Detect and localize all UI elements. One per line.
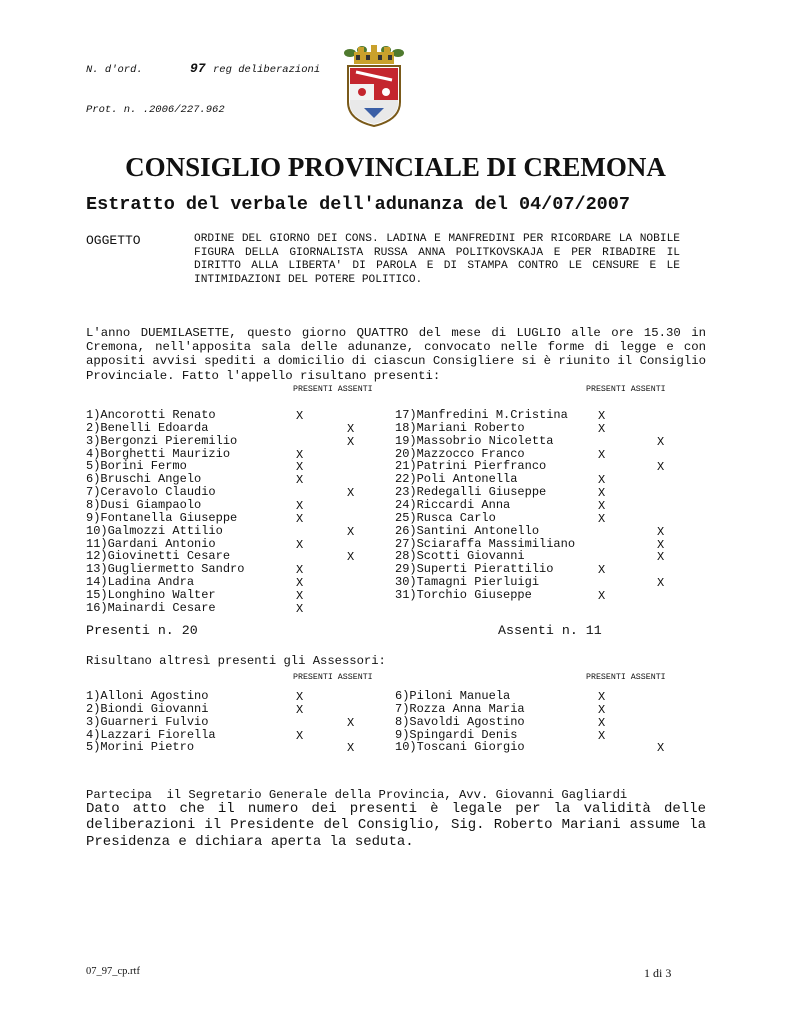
attendance-row: 2)Benelli Edoarda [86,420,209,435]
presente-mark: X [598,447,606,462]
attendance-row: 5)Borini Fermo [86,459,187,474]
presenti-total: Presenti n. 20 [86,623,198,638]
presente-mark: X [598,728,606,743]
attendance-row: 31)Torchio Giuseppe [395,587,532,602]
attendance-row: 25)Rusca Carlo [395,510,496,525]
attendance-row: 11)Gardani Antonio [86,536,216,551]
protocol-number: Prot. n. .2006/227.962 [86,104,225,116]
presente-mark: X [598,511,606,526]
assente-mark: X [347,741,355,756]
assente-mark: X [657,576,665,591]
partecipa-line: Partecipa il Segretario Generale della Provincia, Avv. Giovanni Gagliardi [86,788,628,802]
column-header-right: PRESENTI ASSENTI [586,385,666,394]
assenti-total: Assenti n. 11 [498,623,602,638]
attendance-row: 5)Morini Pietro [86,740,195,755]
presente-mark: X [296,690,304,704]
attendance-row: 18)Mariani Roberto [395,420,525,435]
attendance-row: 3)Guarneri Fulvio [86,714,209,729]
assente-mark: X [657,550,665,565]
assente-mark: X [347,486,355,501]
presente-mark: X [296,537,304,552]
assessori-column-header-left: PRESENTI ASSENTI [293,673,373,682]
attendance-row: 12)Giovinetti Cesare [86,549,231,564]
attendance-row: 10)Galmozzi Attilio [86,523,223,538]
presente-mark: X [598,690,606,704]
attendance-row: 24)Riccardi Anna [395,497,511,512]
oggetto-text: ORDINE DEL GIORNO DEI CONS. LADINA E MANFREDINI PER RICORDARE LA NOBILE FIGURA DELLA GIORNALISTA RUSSA ANNA POLITKOVSKAJA E PER RIBADIRE IL DIRITTO ALLA LIBERTA' DI PAROLA E DI STAMPA CONTRO LE CENSURE E LE INTIMIDAZIONI DEL POTERE POLITICO. [194,233,680,286]
attendance-row: 9)Spingardi Denis [395,727,518,742]
attendance-row: 8)Savoldi Agostino [395,714,525,729]
attendance-row: 1)Ancorotti Renato [86,408,216,422]
n-ord-value: 97 [190,61,206,76]
presente-mark: X [598,421,606,436]
assente-mark: X [347,421,355,436]
attendance-row: 15)Longhino Walter [86,587,216,602]
attendance-row: 20)Mazzocco Franco [395,446,525,461]
attendance-row: 23)Redegalli Giuseppe [395,485,547,500]
attendance-row: 27)Sciaraffa Massimiliano [395,536,576,551]
presente-mark: X [296,498,304,513]
presente-mark: X [296,409,304,423]
assente-mark: X [657,524,665,539]
assessori-intro: Risultano altresì presenti gli Assessori: [86,654,386,668]
presente-mark: X [296,728,304,743]
n-ord-label: N. d'ord. [86,64,143,76]
presente-mark: X [296,576,304,591]
assente-mark: X [347,715,355,730]
column-header-left: PRESENTI ASSENTI [293,385,373,394]
attendance-row: 4)Borghetti Maurizio [86,446,231,461]
presente-mark: X [296,563,304,578]
presente-mark: X [296,460,304,475]
assente-mark: X [657,434,665,449]
attendance-row: 30)Tamagni Pierluigi [395,575,540,590]
assente-mark: X [347,550,355,565]
attendance-row: 29)Superti Pierattilio [395,562,554,577]
coat-of-arms-icon [340,44,408,128]
presente-mark: X [598,715,606,730]
attendance-row: 7)Ceravolo Claudio [86,485,216,500]
attendance-row: 6)Bruschi Angelo [86,472,202,487]
attendance-row: 3)Bergonzi Pieremilio [86,433,238,448]
assente-mark: X [657,741,665,756]
attendance-row: 26)Santini Antonello [395,523,540,538]
oggetto-label: OGGETTO [86,233,141,248]
intro-paragraph: L'anno DUEMILASETTE, questo giorno QUATTRO del mese di LUGLIO alle ore 15.30 in Cremona, nell'apposita sala delle adunanze, convocato nelle forme di legge e con appositi avvisi spediti a domicilio di ciascun Consigliere si è riunito il Consiglio Provinciale. Fatto l'appello risultano presenti: [86,326,706,383]
attendance-row: 22)Poli Antonella [395,472,518,487]
presente-mark: X [296,588,304,603]
presente-mark: X [598,486,606,501]
presente-mark: X [598,588,606,603]
presente-mark: X [598,498,606,513]
n-ord-suffix: reg deliberazioni [213,64,321,76]
footer-filename: 07_97_cp.rtf [86,966,140,977]
presente-mark: X [296,702,304,717]
closing-paragraph: Dato atto che il numero dei presenti è legale per la validità delle deliberazioni il Presidente del Consiglio, Sig. Roberto Mariani assume la Presidenza e dichiara aperta la seduta. [86,801,706,850]
attendance-row: 19)Massobrio Nicoletta [395,433,554,448]
attendance-row: 2)Biondi Giovanni [86,701,209,716]
presente-mark: X [296,473,304,488]
attendance-row: 14)Ladina Andra [86,575,195,590]
assessori-column-header-right: PRESENTI ASSENTI [586,673,666,682]
presente-mark: X [598,409,606,423]
presente-mark: X [296,511,304,526]
attendance-row: 21)Patrini Pierfranco [395,459,547,474]
attendance-row: 16)Mainardi Cesare [86,600,216,615]
presente-mark: X [296,601,304,616]
footer-page-number: 1 di 3 [644,966,672,980]
presente-mark: X [598,702,606,717]
attendance-row: 13)Gugliermetto Sandro [86,562,245,577]
attendance-row: 6)Piloni Manuela [395,689,511,703]
presente-mark: X [598,473,606,488]
attendance-row: 9)Fontanella Giuseppe [86,510,238,525]
attendance-row: 28)Scotti Giovanni [395,549,525,564]
attendance-row: 4)Lazzari Fiorella [86,727,216,742]
attendance-row: 7)Rozza Anna Maria [395,701,525,716]
assente-mark: X [347,434,355,449]
presente-mark: X [296,447,304,462]
attendance-row: 10)Toscani Giorgio [395,740,525,755]
presente-mark: X [598,563,606,578]
assente-mark: X [657,537,665,552]
attendance-row: 1)Alloni Agostino [86,689,209,703]
attendance-row: 17)Manfredini M.Cristina [395,408,568,422]
page-title: CONSIGLIO PROVINCIALE DI CREMONA [125,152,666,182]
assente-mark: X [657,460,665,475]
assente-mark: X [347,524,355,539]
page-subtitle: Estratto del verbale dell'adunanza del 04/07/2007 [86,194,630,215]
attendance-row: 8)Dusi Giampaolo [86,497,202,512]
